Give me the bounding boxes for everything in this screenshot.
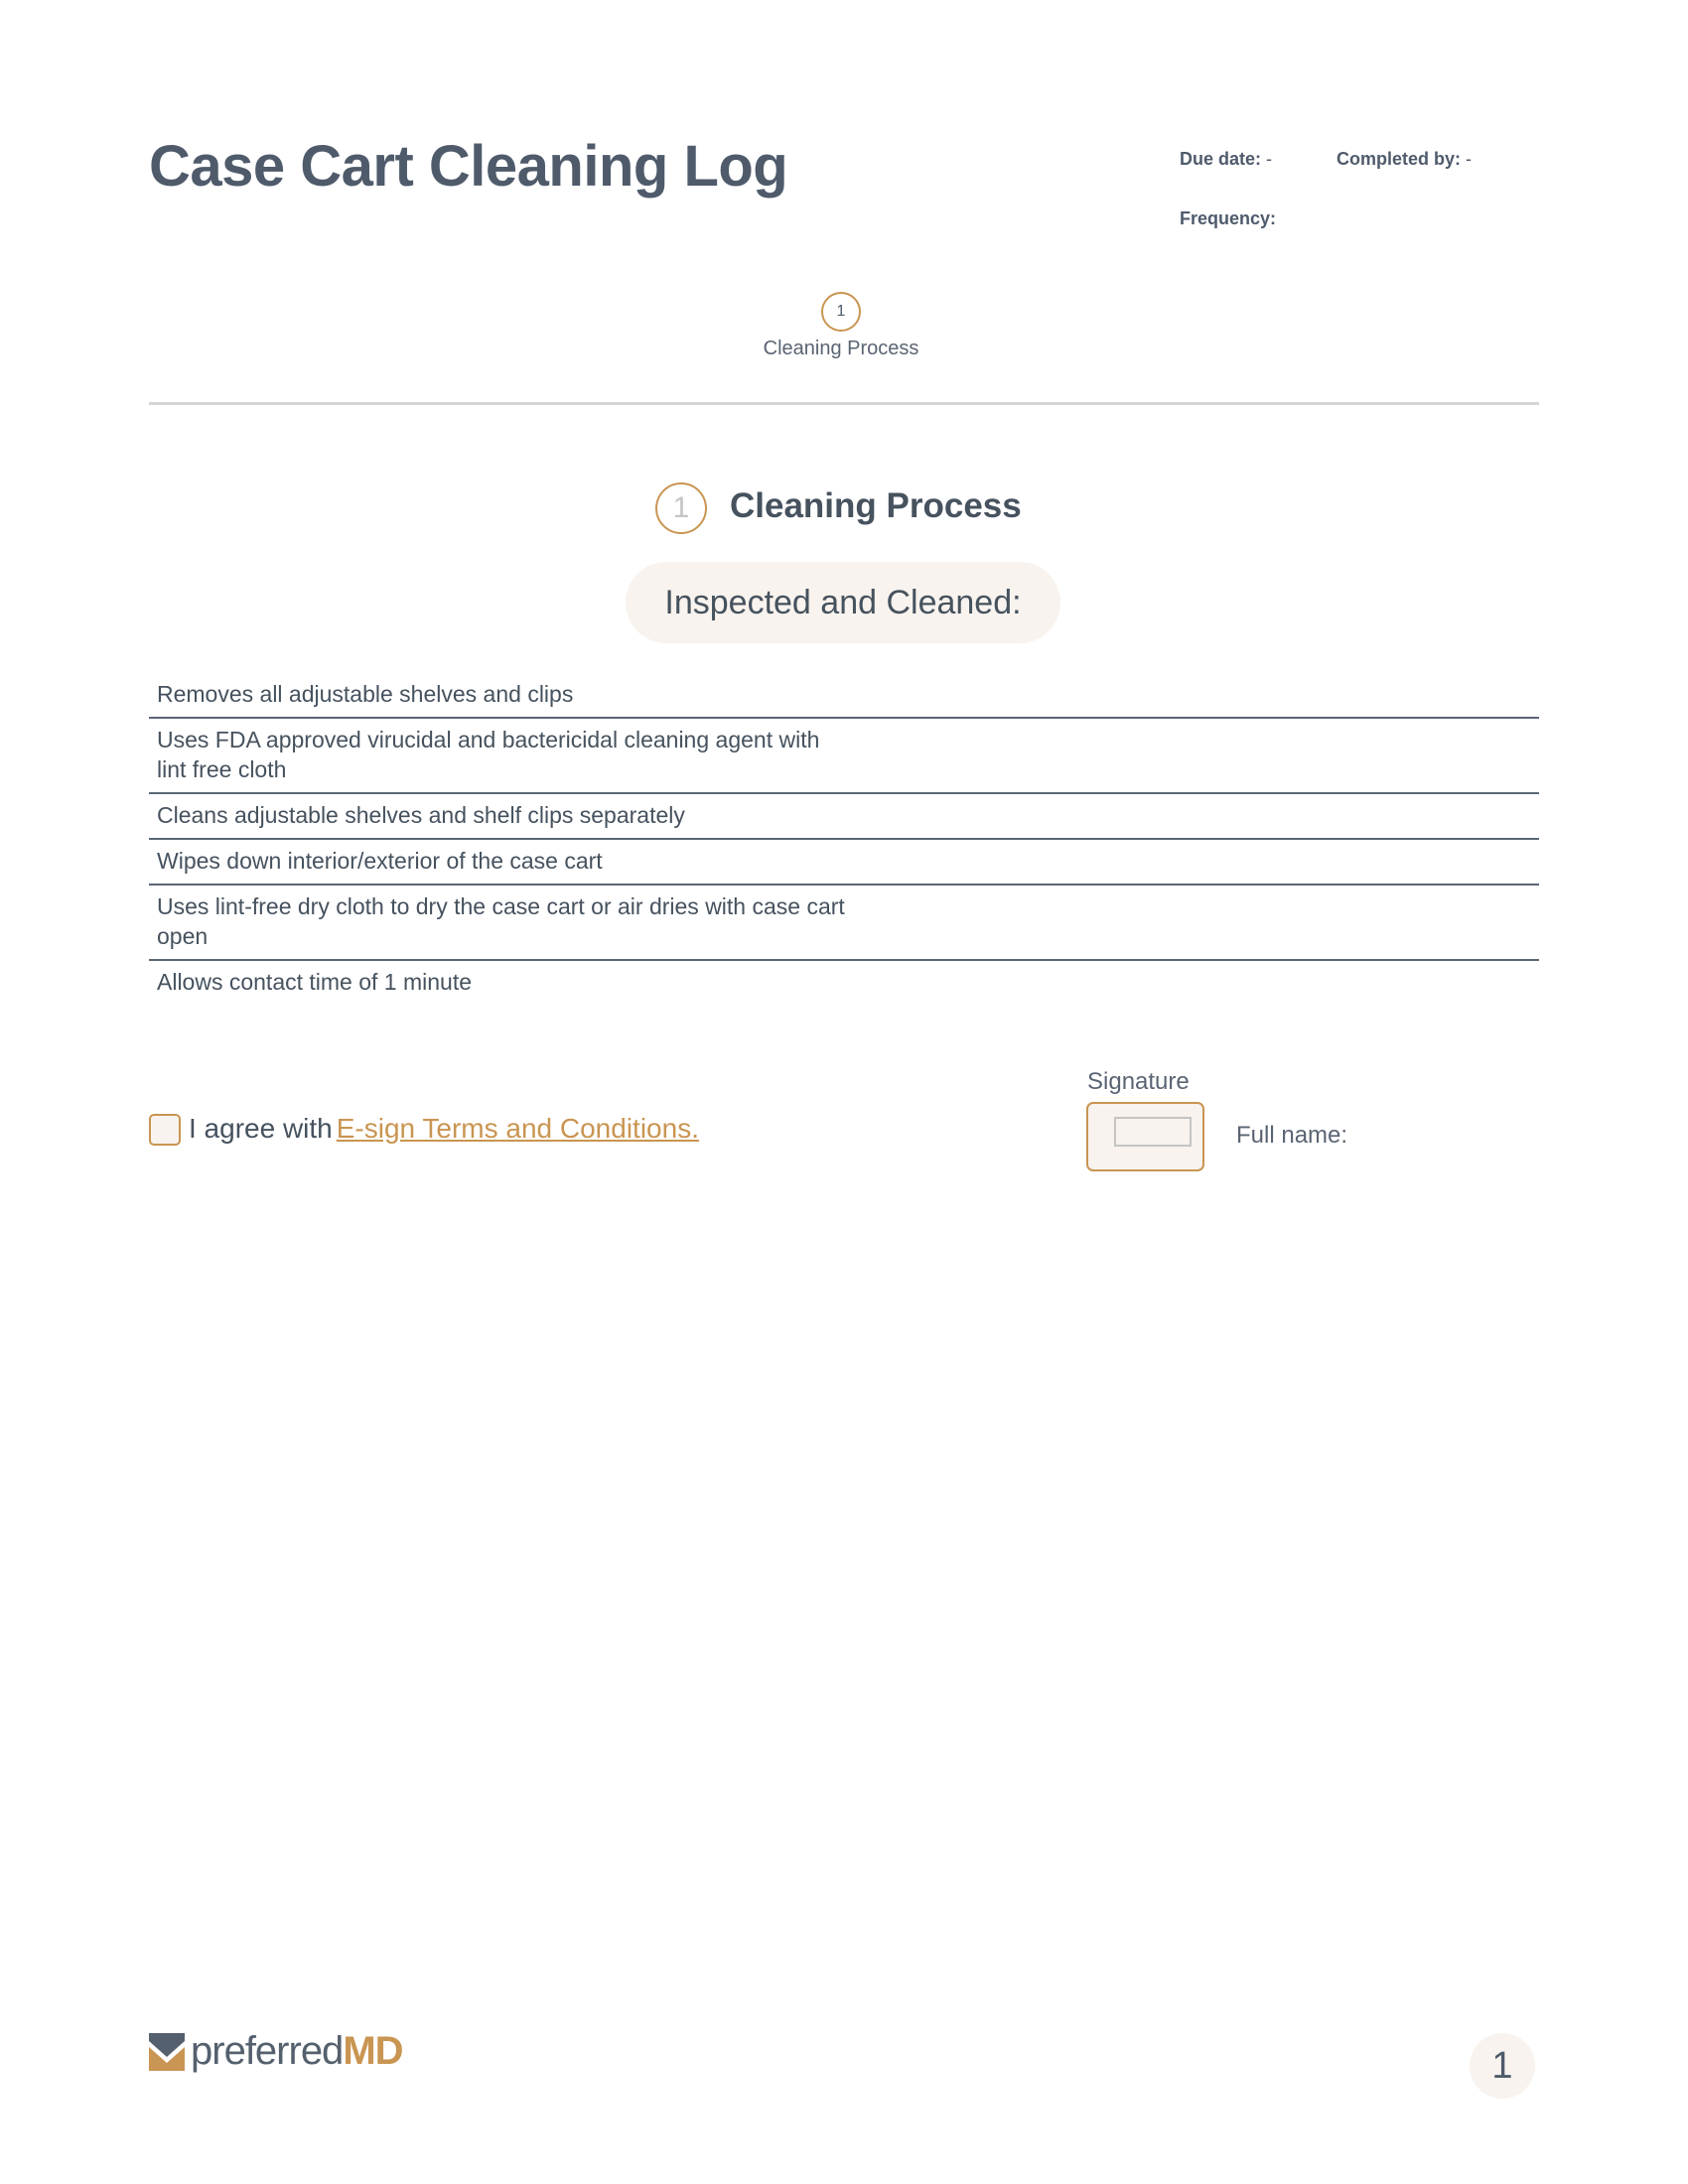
checklist-item-text: Uses lint-free dry cloth to dry the case cart or air dries with case cart open: [157, 893, 845, 949]
stepper-step-1-label[interactable]: Cleaning Process: [763, 338, 919, 359]
checklist-item-text: Wipes down interior/exterior of the case cart: [157, 848, 603, 874]
step-number: 1: [836, 303, 846, 320]
preferredmd-logo: [149, 2029, 403, 2074]
divider: [149, 402, 1539, 405]
checklist-item-text: Uses FDA approved virucidal and bactericidal cleaning agent with lint free cloth: [157, 727, 820, 782]
checkmark-logo-icon: [149, 2033, 185, 2071]
agree-checkbox[interactable]: [149, 1114, 181, 1146]
completed-by: [1336, 149, 1472, 170]
page-number-badge: [1470, 2033, 1535, 2099]
full-name-field: [1236, 1122, 1347, 1150]
checklist-row[interactable]: [149, 673, 1539, 719]
subheading-pill: Inspected and Cleaned:: [626, 562, 1060, 643]
checklist-row[interactable]: [149, 886, 1539, 961]
agree-statement: [189, 1113, 699, 1145]
checklist-row[interactable]: [149, 794, 1539, 840]
page-title: Case Cart Cleaning Log: [149, 134, 788, 199]
esign-terms-link[interactable]: E-sign Terms and Conditions.: [336, 1113, 699, 1144]
logo-text: [191, 2029, 403, 2074]
completed-by-value: -: [1466, 149, 1473, 169]
signature-label: Signature: [1087, 1068, 1190, 1095]
checklist-row[interactable]: [149, 840, 1539, 886]
completed-by-label: Completed by:: [1336, 149, 1462, 169]
page-number: 1: [1491, 2044, 1513, 2087]
frequency-label: Frequency:: [1180, 208, 1277, 228]
checklist-item-text: Removes all adjustable shelves and clips: [157, 681, 574, 707]
due-date: [1180, 149, 1272, 170]
section-title: Cleaning Process: [730, 486, 1022, 525]
section-number-badge: [655, 482, 707, 534]
due-date-label: Due date:: [1180, 149, 1262, 169]
checklist-row[interactable]: [149, 961, 1539, 1005]
agree-prefix: I agree with: [189, 1113, 333, 1144]
checklist-row[interactable]: [149, 719, 1539, 794]
due-date-value: -: [1266, 149, 1273, 169]
checklist: [149, 673, 1539, 1005]
stepper-step-1[interactable]: [821, 292, 861, 332]
signature-field[interactable]: [1086, 1102, 1204, 1171]
logo-text-bold: MD: [343, 2029, 403, 2073]
full-name-label: Full name:: [1236, 1122, 1348, 1149]
signature-placeholder-icon: [1114, 1117, 1192, 1147]
section-number: 1: [672, 491, 690, 524]
frequency: [1180, 208, 1276, 229]
logo-text-regular: preferred: [191, 2029, 344, 2073]
checklist-item-text: Cleans adjustable shelves and shelf clips separately: [157, 802, 685, 828]
checklist-item-text: Allows contact time of 1 minute: [157, 969, 473, 995]
